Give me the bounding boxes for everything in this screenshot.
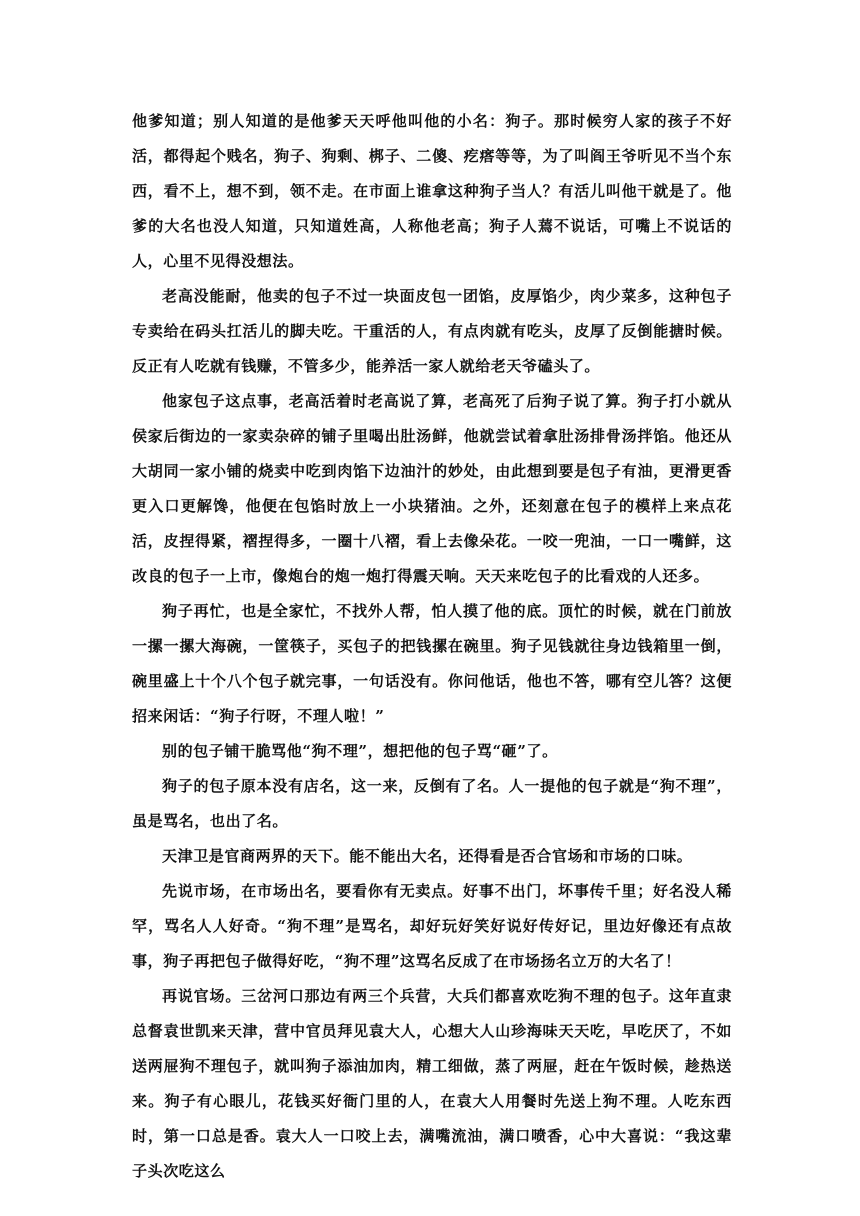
paragraph-6: 狗子的包子原本没有店名，这一来，反倒有了名。人一提他的包子就是“狗不理”，虽是骂名，也出了名。: [132, 777, 732, 830]
paragraph-4: 狗子再忙，也是全家忙，不找外人帮，怕人摸了他的底。顶忙的时候，就在门前放一摞一摞大海碗，一筐筷子，买包子的把钱摞在碗里。狗子见钱就往身边钱箱里一倒，碗里盛上十个八个包子就完事，一句话没有。你问他话，他也不答，哪有空儿答？这便招来闲话：“狗子行呀，不理人啦！”: [132, 602, 732, 725]
paragraph-8: 先说市场，在市场出名，要看你有无卖点。好事不出门，坏事传千里；好名没人稀罕，骂名人人好奇。“狗不理”是骂名，却好玩好笑好说好传好记，里边好像还有点故事，狗子再把包子做得好吃，“狗不理”这骂名反成了在市场扬名立万的大名了！: [132, 882, 732, 970]
article-body: [132, 104, 732, 1189]
paragraph-3: 他家包子这点事，老高活着时老高说了算，老高死了后狗子说了算。狗子打小就从侯家后街边的一家卖杂碎的铺子里喝出肚汤鲜，他就尝试着拿肚汤排骨汤拌馅。他还从大胡同一家小铺的烧卖中吃到肉馅下边油汁的妙处，由此想到要是包子有油，更滑更香更入口更解馋，他便在包馅时放上一小块猪油。之外，还刻意在包子的模样上来点花活，皮捏得紧，褶捏得多，一圈十八褶，看上去像朵花。一咬一兜油，一口一嘴鲜，这改良的包子一上市，像炮台的炮一炮打得震天响。天天来吃包子的比看戏的人还多。: [132, 392, 732, 585]
paragraph-2: 老高没能耐，他卖的包子不过一块面皮包一团馅，皮厚馅少，肉少菜多，这种包子专卖给在码头扛活儿的脚夫吃。干重活的人，有点肉就有吃头，皮厚了反倒能搪时候。反正有人吃就有钱赚，不管多少，能养活一家人就给老天爷磕头了。: [132, 287, 732, 375]
paragraph-1: 他爹知道；别人知道的是他爹天天呼他叫他的小名：狗子。那时候穷人家的孩子不好活，都得起个贱名，狗子、狗剩、梆子、二傻、疙瘩等等，为了叫阎王爷听见不当个东西，看不上，想不到，领不走。在市面上谁拿这种狗子当人？有活儿叫他干就是了。他爹的大名也没人知道，只知道姓高，人称他老高；狗子人蔫不说话，可嘴上不说话的人，心里不见得没想法。: [132, 112, 732, 270]
paragraph-5: 别的包子铺干脆骂他“狗不理”，想把他的包子骂“砸”了。: [162, 742, 558, 760]
paragraph-9: 再说官场。三岔河口那边有两三个兵营，大兵们都喜欢吃狗不理的包子。这年直隶总督袁世凯来天津，营中官员拜见袁大人，心想大人山珍海味天天吃，早吃厌了，不如送两屉狗不理包子，就叫狗子添油加肉，精工细做，蒸了两屉，赶在午饭时候，趁热送来。狗子有心眼儿，花钱买好衙门里的人，在袁大人用餐时先送上狗不理。人吃东西时，第一口总是香。袁大人一口咬上去，满嘴流油，满口喷香，心中大喜说：“我这辈子头次吃这么: [132, 987, 732, 1180]
paragraph-7: 天津卫是官商两界的天下。能不能出大名，还得看是否合官场和市场的口味。: [162, 847, 693, 865]
